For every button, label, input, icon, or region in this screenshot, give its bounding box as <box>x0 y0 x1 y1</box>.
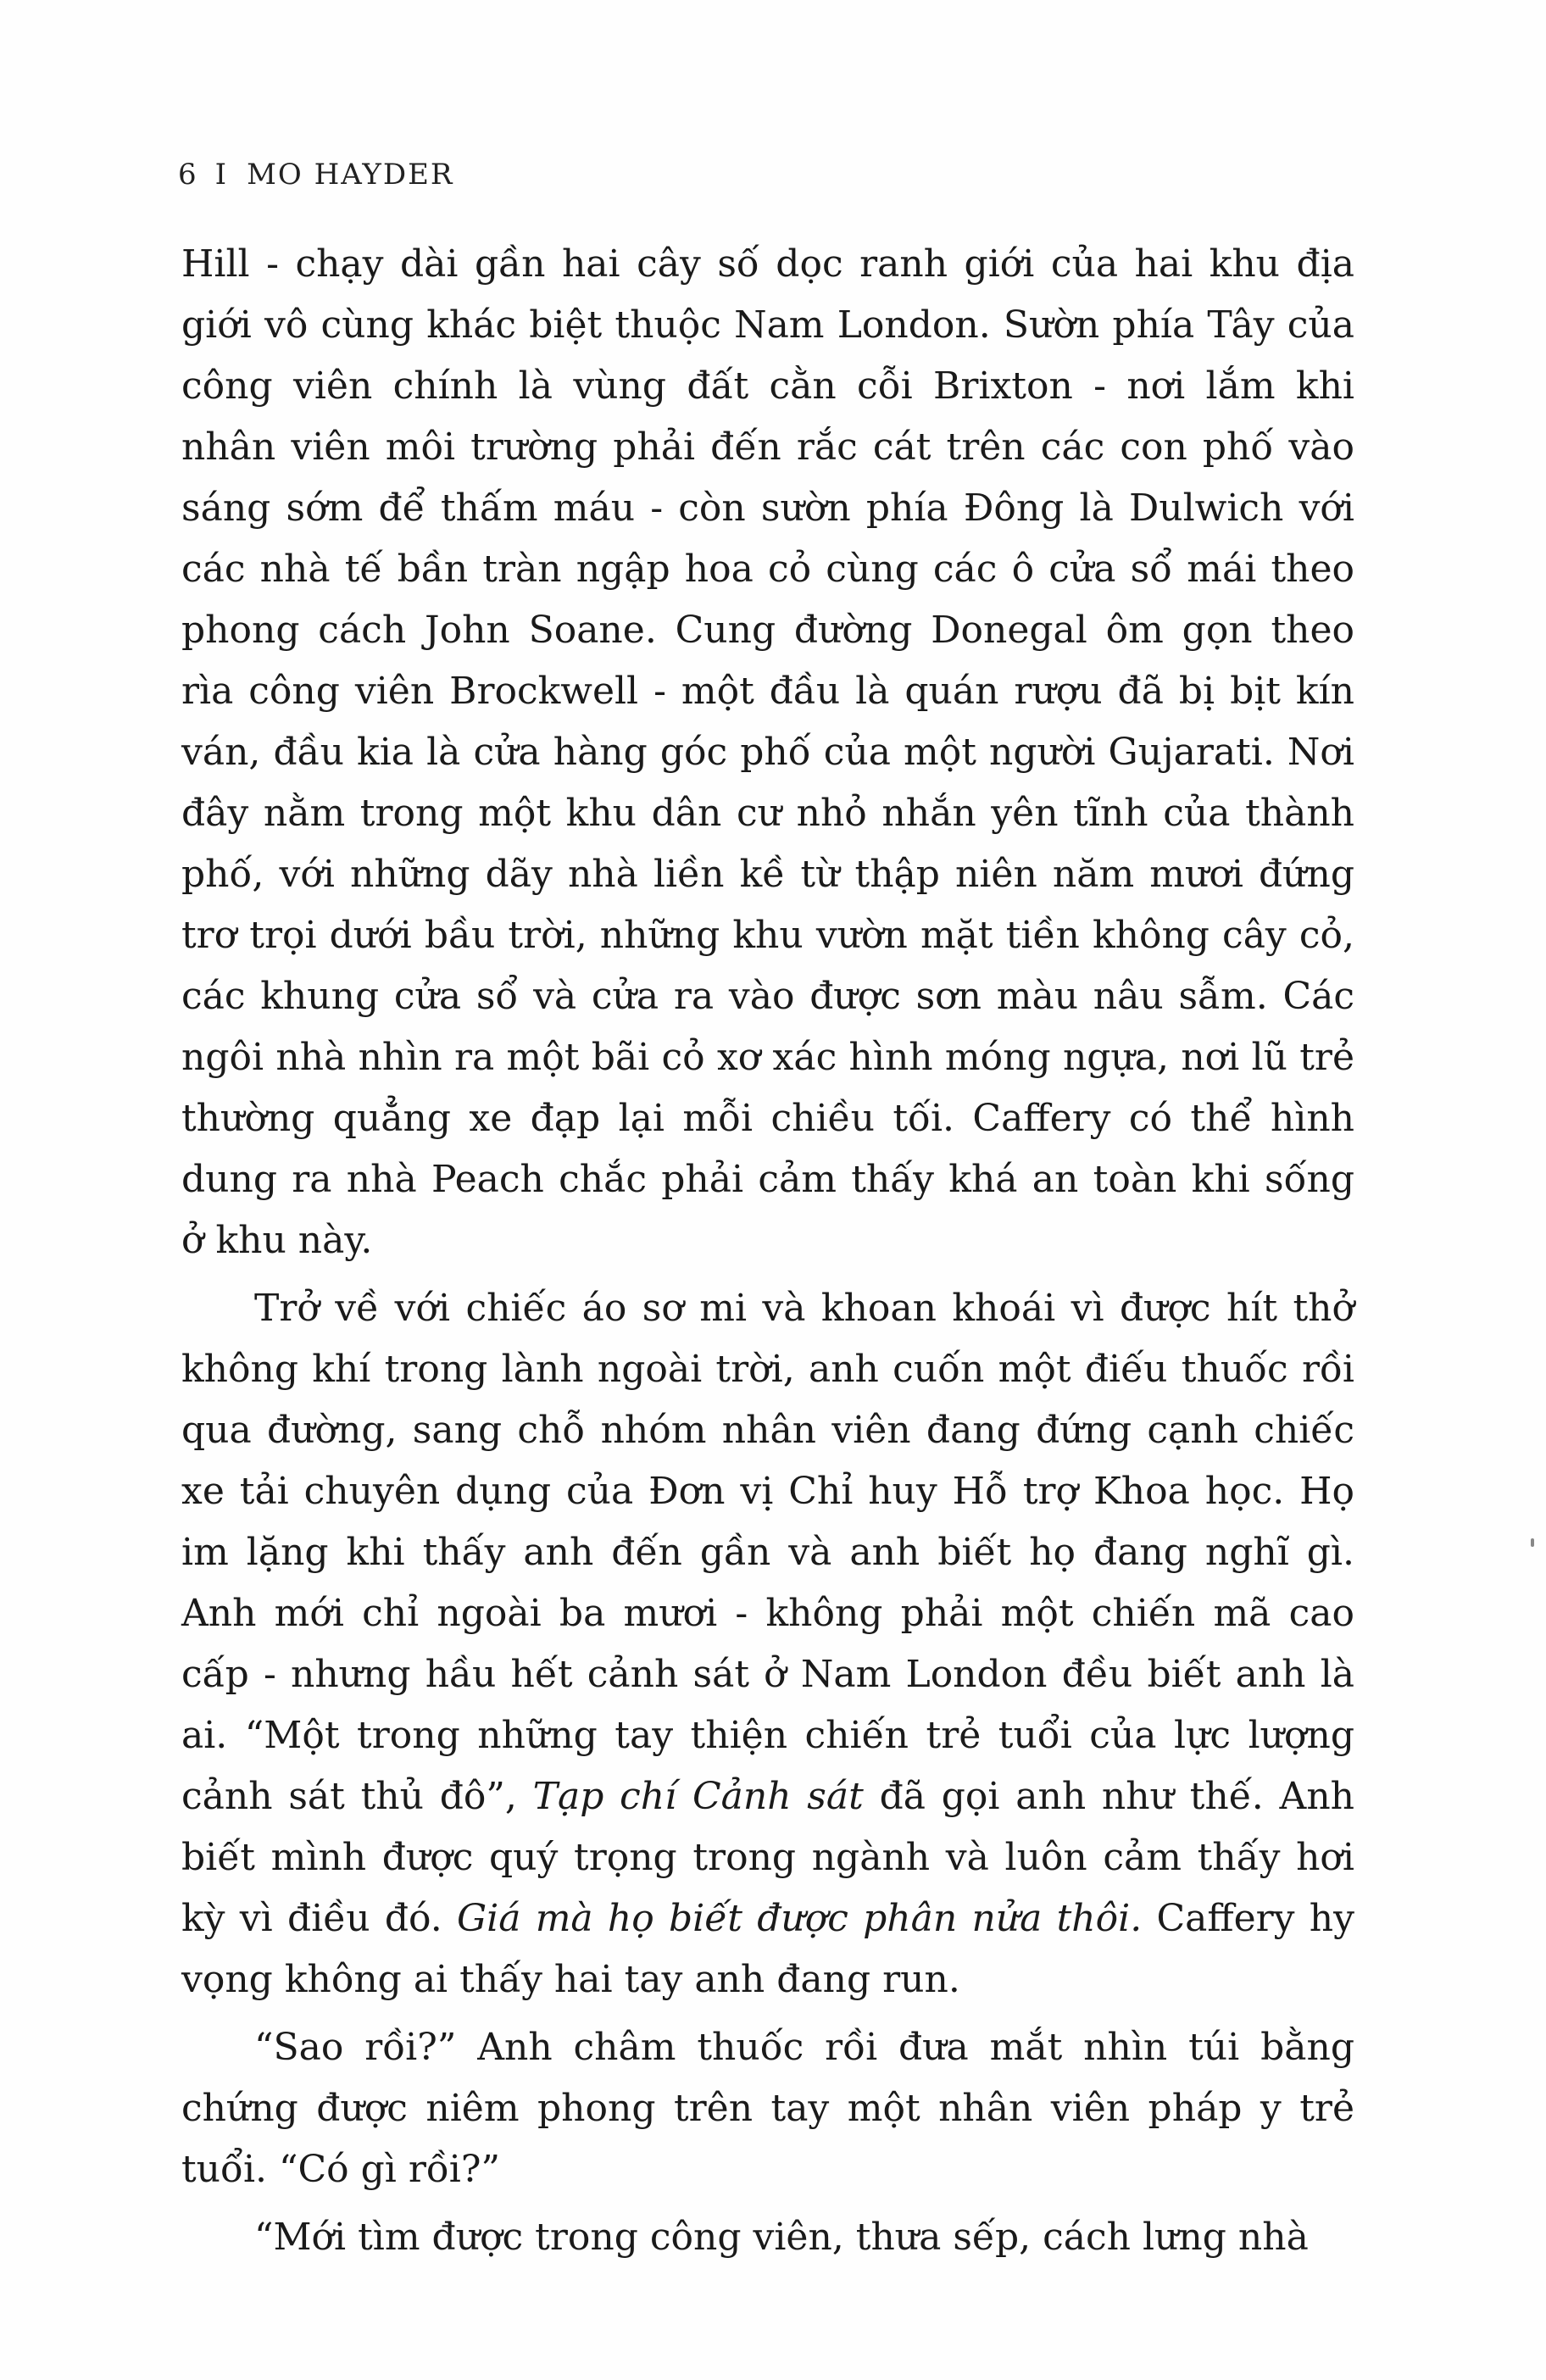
paragraph-2-text-1: Trở về với chiếc áo sơ mi và khoan khoái vì được hít thở không khí trong lành ngoài trời, anh cuốn một điếu thuốc rồi qua đường, sang chỗ nhóm nhân viên đang đứng cạnh chiếc xe tải chuyên dụng của Đơn vị Chỉ huy Hỗ trợ Khoa học. Họ im lặng khi thấy anh đến gần và anh biết họ đang nghĩ gì. Anh mới chỉ ngoài ba mươi - không phải một chiến mã cao cấp - nhưng hầu hết cảnh sát ở Nam London đều biết anh là ai. “Một trong những tay thiện chiến trẻ tuổi của lực lượng cảnh sát thủ đô”, <box>181 1287 1354 1818</box>
paragraph-1-text: Hill - chạy dài gần hai cây số dọc ranh giới của hai khu địa giới vô cùng khác biệt thuộc Nam London. Sườn phía Tây của công viên chính là vùng đất cằn cỗi Brixton - nơi lắm khi nhân viên môi trường phải đến rắc cát trên các con phố vào sáng sớm để thấm máu - còn sườn phía Đông là Dulwich với các nhà tế bần tràn ngập hoa cỏ cùng các ô cửa sổ mái theo phong cách John Soane. Cung đường Donegal ôm gọn theo rìa công viên Brockwell - một đầu là quán rượu đã bị bịt kín ván, đầu kia là cửa hàng góc phố của một người Gujarati. Nơi đây nằm trong một khu dân cư nhỏ nhắn yên tĩnh của thành phố, với những dãy nhà liền kề từ thập niên năm mươi đứng trơ trọi dưới bầu trời, những khu vườn mặt tiền không cây cỏ, các khung cửa sổ và cửa ra vào được sơn màu nâu sẫm. Các ngôi nhà nhìn ra một bãi cỏ xơ xác hình móng ngựa, nơi lũ trẻ thường quẳng xe đạp lại mỗi chiều tối. Caffery có thể hình dung ra nhà Peach chắc phải cảm thấy khá an toàn khi sống ở khu này. <box>181 242 1354 1262</box>
paragraph-4 <box>181 2207 1354 2268</box>
paragraph-2-italic-thought: Giá mà họ biết được phân nửa thôi. <box>456 1897 1143 1940</box>
header-separator: I <box>214 158 229 192</box>
paragraph-2-text-2: đã gọi anh như thế. Anh biết mình được quý trọng trong ngành và luôn cảm thấy hơi kỳ vì điều đó. <box>181 1775 1355 1940</box>
paragraph-3-text: “Sao rồi?” Anh châm thuốc rồi đưa mắt nhìn túi bằng chứng được niêm phong trên tay một nhân viên pháp y trẻ tuổi. “Có gì rồi?” <box>181 2026 1354 2191</box>
author-name: MO HAYDER <box>247 158 454 192</box>
page-number: 6 <box>178 158 198 192</box>
paragraph-4-text: “Mới tìm được trong công viên, thưa sếp, cách lưng nhà <box>254 2216 1309 2259</box>
paragraph-2-text-3: Caffery hy vọng không ai thấy hai tay anh đang run. <box>181 1897 1354 2001</box>
paragraph-2-italic-magazine: Tạp chí Cảnh sát <box>532 1775 864 1818</box>
paragraph-2 <box>181 1278 1354 2010</box>
body-text <box>181 234 1354 2275</box>
scan-speck <box>1531 1538 1534 1547</box>
paragraph-3 <box>181 2017 1354 2200</box>
paragraph-1 <box>181 234 1354 1271</box>
running-header <box>178 158 454 192</box>
